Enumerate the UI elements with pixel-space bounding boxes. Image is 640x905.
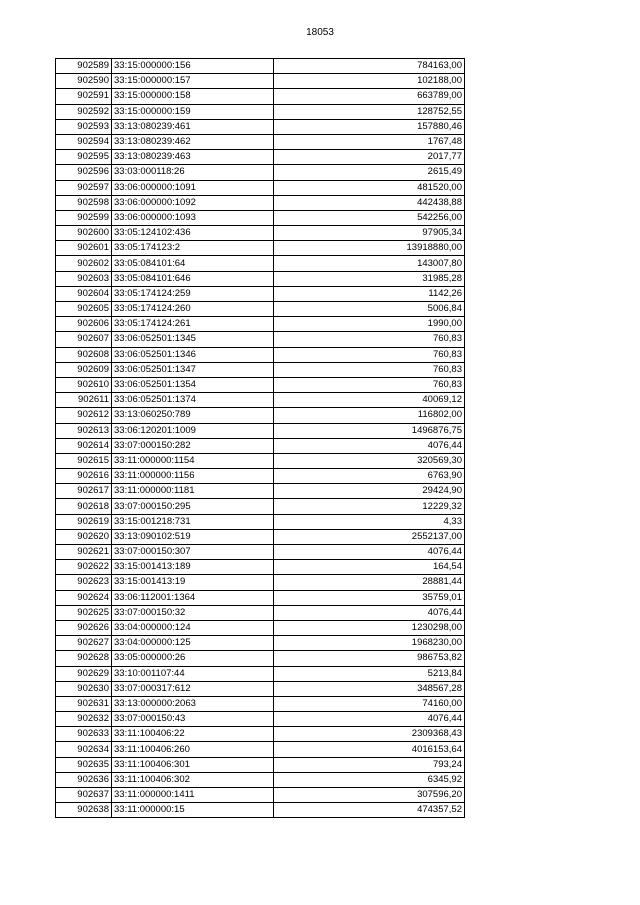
cadastral-number-cell: 33:05:000000:26 (112, 651, 274, 666)
cadastral-number-cell: 33:11:000000:1181 (112, 484, 274, 499)
row-id-cell: 902599 (56, 210, 112, 225)
value-cell: 2309368,43 (274, 727, 465, 742)
row-id-cell: 902607 (56, 332, 112, 347)
cadastral-number-cell: 33:11:000000:15 (112, 803, 274, 818)
table-row (56, 514, 465, 529)
table-row (56, 651, 465, 666)
value-cell: 481520,00 (274, 180, 465, 195)
table-row (56, 226, 465, 241)
table-row (56, 408, 465, 423)
table-row (56, 529, 465, 544)
value-cell: 31985,28 (274, 271, 465, 286)
table-row (56, 74, 465, 89)
cadastral-number-cell: 33:07:000150:43 (112, 712, 274, 727)
cadastral-number-cell: 33:07:000150:282 (112, 438, 274, 453)
cadastral-number-cell: 33:05:084101:646 (112, 271, 274, 286)
row-id-cell: 902628 (56, 651, 112, 666)
cadastral-number-cell: 33:05:174123:2 (112, 241, 274, 256)
table-row (56, 317, 465, 332)
table-row (56, 757, 465, 772)
table-row (56, 89, 465, 104)
row-id-cell: 902638 (56, 803, 112, 818)
value-cell: 784163,00 (274, 59, 465, 74)
row-id-cell: 902594 (56, 134, 112, 149)
table-row (56, 469, 465, 484)
value-cell: 760,83 (274, 362, 465, 377)
row-id-cell: 902622 (56, 560, 112, 575)
row-id-cell: 902610 (56, 377, 112, 392)
row-id-cell: 902623 (56, 575, 112, 590)
value-cell: 12229,32 (274, 499, 465, 514)
row-id-cell: 902619 (56, 514, 112, 529)
table-row (56, 210, 465, 225)
table-row (56, 286, 465, 301)
row-id-cell: 902605 (56, 302, 112, 317)
row-id-cell: 902621 (56, 545, 112, 560)
value-cell: 13918880,00 (274, 241, 465, 256)
value-cell: 4076,44 (274, 438, 465, 453)
cadastral-number-cell: 33:06:052501:1354 (112, 377, 274, 392)
value-cell: 442438,88 (274, 195, 465, 210)
row-id-cell: 902620 (56, 529, 112, 544)
row-id-cell: 902634 (56, 742, 112, 757)
row-id-cell: 902604 (56, 286, 112, 301)
table-row (56, 499, 465, 514)
cadastral-number-cell: 33:15:000000:158 (112, 89, 274, 104)
value-cell: 663789,00 (274, 89, 465, 104)
row-id-cell: 902595 (56, 150, 112, 165)
value-cell: 4076,44 (274, 545, 465, 560)
table-row (56, 104, 465, 119)
table-row (56, 605, 465, 620)
cadastral-number-cell: 33:11:000000:1154 (112, 453, 274, 468)
value-cell: 760,83 (274, 332, 465, 347)
cadastral-number-cell: 33:07:000317:612 (112, 681, 274, 696)
value-cell: 760,83 (274, 347, 465, 362)
cadastral-number-cell: 33:06:000000:1091 (112, 180, 274, 195)
table-row (56, 788, 465, 803)
cadastral-number-cell: 33:13:080239:462 (112, 134, 274, 149)
row-id-cell: 902591 (56, 89, 112, 104)
value-cell: 35759,01 (274, 590, 465, 605)
row-id-cell: 902618 (56, 499, 112, 514)
table-row (56, 302, 465, 317)
cadastral-number-cell: 33:13:080239:461 (112, 119, 274, 134)
cadastral-number-cell: 33:06:000000:1092 (112, 195, 274, 210)
table-row (56, 423, 465, 438)
row-id-cell: 902614 (56, 438, 112, 453)
row-id-cell: 902603 (56, 271, 112, 286)
row-id-cell: 902598 (56, 195, 112, 210)
value-cell: 128752,55 (274, 104, 465, 119)
data-table (55, 58, 465, 818)
row-id-cell: 902589 (56, 59, 112, 74)
cadastral-number-cell: 33:06:000000:1093 (112, 210, 274, 225)
row-id-cell: 902631 (56, 696, 112, 711)
row-id-cell: 902602 (56, 256, 112, 271)
table-row (56, 59, 465, 74)
table-row (56, 271, 465, 286)
cadastral-number-cell: 33:11:100406:260 (112, 742, 274, 757)
table-row (56, 484, 465, 499)
table-row (56, 545, 465, 560)
value-cell: 348567,28 (274, 681, 465, 696)
value-cell: 6763,90 (274, 469, 465, 484)
cadastral-number-cell: 33:04:000000:125 (112, 636, 274, 651)
row-id-cell: 902635 (56, 757, 112, 772)
value-cell: 102188,00 (274, 74, 465, 89)
row-id-cell: 902612 (56, 408, 112, 423)
table-row (56, 453, 465, 468)
row-id-cell: 902633 (56, 727, 112, 742)
table-row (56, 636, 465, 651)
table-row (56, 165, 465, 180)
table-row (56, 119, 465, 134)
value-cell: 143007,80 (274, 256, 465, 271)
value-cell: 542256,00 (274, 210, 465, 225)
cadastral-number-cell: 33:15:000000:157 (112, 74, 274, 89)
value-cell: 74160,00 (274, 696, 465, 711)
row-id-cell: 902629 (56, 666, 112, 681)
value-cell: 116802,00 (274, 408, 465, 423)
value-cell: 320569,30 (274, 453, 465, 468)
table-row (56, 620, 465, 635)
table-row (56, 772, 465, 787)
value-cell: 986753,82 (274, 651, 465, 666)
value-cell: 6345,92 (274, 772, 465, 787)
table-row (56, 195, 465, 210)
row-id-cell: 902590 (56, 74, 112, 89)
value-cell: 760,83 (274, 377, 465, 392)
value-cell: 2017,77 (274, 150, 465, 165)
cadastral-number-cell: 33:07:000150:307 (112, 545, 274, 560)
cadastral-number-cell: 33:06:052501:1374 (112, 393, 274, 408)
table-body (56, 59, 465, 818)
cadastral-number-cell: 33:10:001107:44 (112, 666, 274, 681)
cadastral-number-cell: 33:05:174124:261 (112, 317, 274, 332)
row-id-cell: 902593 (56, 119, 112, 134)
cadastral-number-cell: 33:06:052501:1345 (112, 332, 274, 347)
value-cell: 307596,20 (274, 788, 465, 803)
table-row (56, 696, 465, 711)
cadastral-number-cell: 33:05:174124:259 (112, 286, 274, 301)
table-row (56, 393, 465, 408)
table-row (56, 134, 465, 149)
cadastral-number-cell: 33:15:000000:156 (112, 59, 274, 74)
cadastral-number-cell: 33:15:001413:189 (112, 560, 274, 575)
row-id-cell: 902624 (56, 590, 112, 605)
cadastral-number-cell: 33:13:000000:2063 (112, 696, 274, 711)
value-cell: 2552137,00 (274, 529, 465, 544)
cadastral-number-cell: 33:13:080239:463 (112, 150, 274, 165)
table-row (56, 241, 465, 256)
cadastral-number-cell: 33:13:060250:789 (112, 408, 274, 423)
row-id-cell: 902632 (56, 712, 112, 727)
row-id-cell: 902617 (56, 484, 112, 499)
value-cell: 28881,44 (274, 575, 465, 590)
cadastral-number-cell: 33:03:000118:26 (112, 165, 274, 180)
cadastral-number-cell: 33:05:174124:260 (112, 302, 274, 317)
value-cell: 5006,84 (274, 302, 465, 317)
value-cell: 164,54 (274, 560, 465, 575)
table-row (56, 803, 465, 818)
row-id-cell: 902608 (56, 347, 112, 362)
table-row (56, 560, 465, 575)
value-cell: 1142,26 (274, 286, 465, 301)
row-id-cell: 902597 (56, 180, 112, 195)
cadastral-number-cell: 33:15:001413:19 (112, 575, 274, 590)
value-cell: 1496876,75 (274, 423, 465, 438)
row-id-cell: 902630 (56, 681, 112, 696)
value-cell: 1990,00 (274, 317, 465, 332)
value-cell: 29424,90 (274, 484, 465, 499)
row-id-cell: 902636 (56, 772, 112, 787)
row-id-cell: 902596 (56, 165, 112, 180)
row-id-cell: 902616 (56, 469, 112, 484)
value-cell: 1968230,00 (274, 636, 465, 651)
page-number: 18053 (306, 27, 334, 38)
cadastral-number-cell: 33:06:120201:1009 (112, 423, 274, 438)
table-row (56, 590, 465, 605)
value-cell: 474357,52 (274, 803, 465, 818)
value-cell: 793,24 (274, 757, 465, 772)
row-id-cell: 902615 (56, 453, 112, 468)
value-cell: 2615,49 (274, 165, 465, 180)
cadastral-number-cell: 33:13:090102:519 (112, 529, 274, 544)
row-id-cell: 902592 (56, 104, 112, 119)
value-cell: 4076,44 (274, 605, 465, 620)
cadastral-number-cell: 33:11:000000:1156 (112, 469, 274, 484)
cadastral-number-cell: 33:11:100406:302 (112, 772, 274, 787)
cadastral-number-cell: 33:06:052501:1347 (112, 362, 274, 377)
row-id-cell: 902613 (56, 423, 112, 438)
value-cell: 157880,46 (274, 119, 465, 134)
value-cell: 1230298,00 (274, 620, 465, 635)
cadastral-number-cell: 33:05:084101:64 (112, 256, 274, 271)
cadastral-number-cell: 33:15:000000:159 (112, 104, 274, 119)
value-cell: 97905,34 (274, 226, 465, 241)
table-row (56, 438, 465, 453)
cadastral-number-cell: 33:06:112001:1364 (112, 590, 274, 605)
row-id-cell: 902637 (56, 788, 112, 803)
table-row (56, 362, 465, 377)
cadastral-number-cell: 33:06:052501:1346 (112, 347, 274, 362)
value-cell: 4076,44 (274, 712, 465, 727)
table-row (56, 575, 465, 590)
value-cell: 4016153,64 (274, 742, 465, 757)
value-cell: 40069,12 (274, 393, 465, 408)
cadastral-number-cell: 33:05:124102:436 (112, 226, 274, 241)
row-id-cell: 902609 (56, 362, 112, 377)
cadastral-number-cell: 33:07:000150:32 (112, 605, 274, 620)
table-row (56, 332, 465, 347)
value-cell: 4,33 (274, 514, 465, 529)
cadastral-number-cell: 33:07:000150:295 (112, 499, 274, 514)
row-id-cell: 902625 (56, 605, 112, 620)
table-row (56, 256, 465, 271)
cadastral-number-cell: 33:15:001218:731 (112, 514, 274, 529)
row-id-cell: 902626 (56, 620, 112, 635)
cadastral-number-cell: 33:11:100406:301 (112, 757, 274, 772)
table-row (56, 727, 465, 742)
table-row (56, 712, 465, 727)
cadastral-number-cell: 33:11:000000:1411 (112, 788, 274, 803)
row-id-cell: 902600 (56, 226, 112, 241)
table-row (56, 742, 465, 757)
row-id-cell: 902606 (56, 317, 112, 332)
row-id-cell: 902601 (56, 241, 112, 256)
table-row (56, 180, 465, 195)
table-row (56, 347, 465, 362)
cadastral-number-cell: 33:04:000000:124 (112, 620, 274, 635)
row-id-cell: 902611 (56, 393, 112, 408)
row-id-cell: 902627 (56, 636, 112, 651)
cadastral-number-cell: 33:11:100406:22 (112, 727, 274, 742)
table-row (56, 681, 465, 696)
value-cell: 1767,48 (274, 134, 465, 149)
table-row (56, 666, 465, 681)
table-row (56, 150, 465, 165)
value-cell: 5213,84 (274, 666, 465, 681)
table-row (56, 377, 465, 392)
